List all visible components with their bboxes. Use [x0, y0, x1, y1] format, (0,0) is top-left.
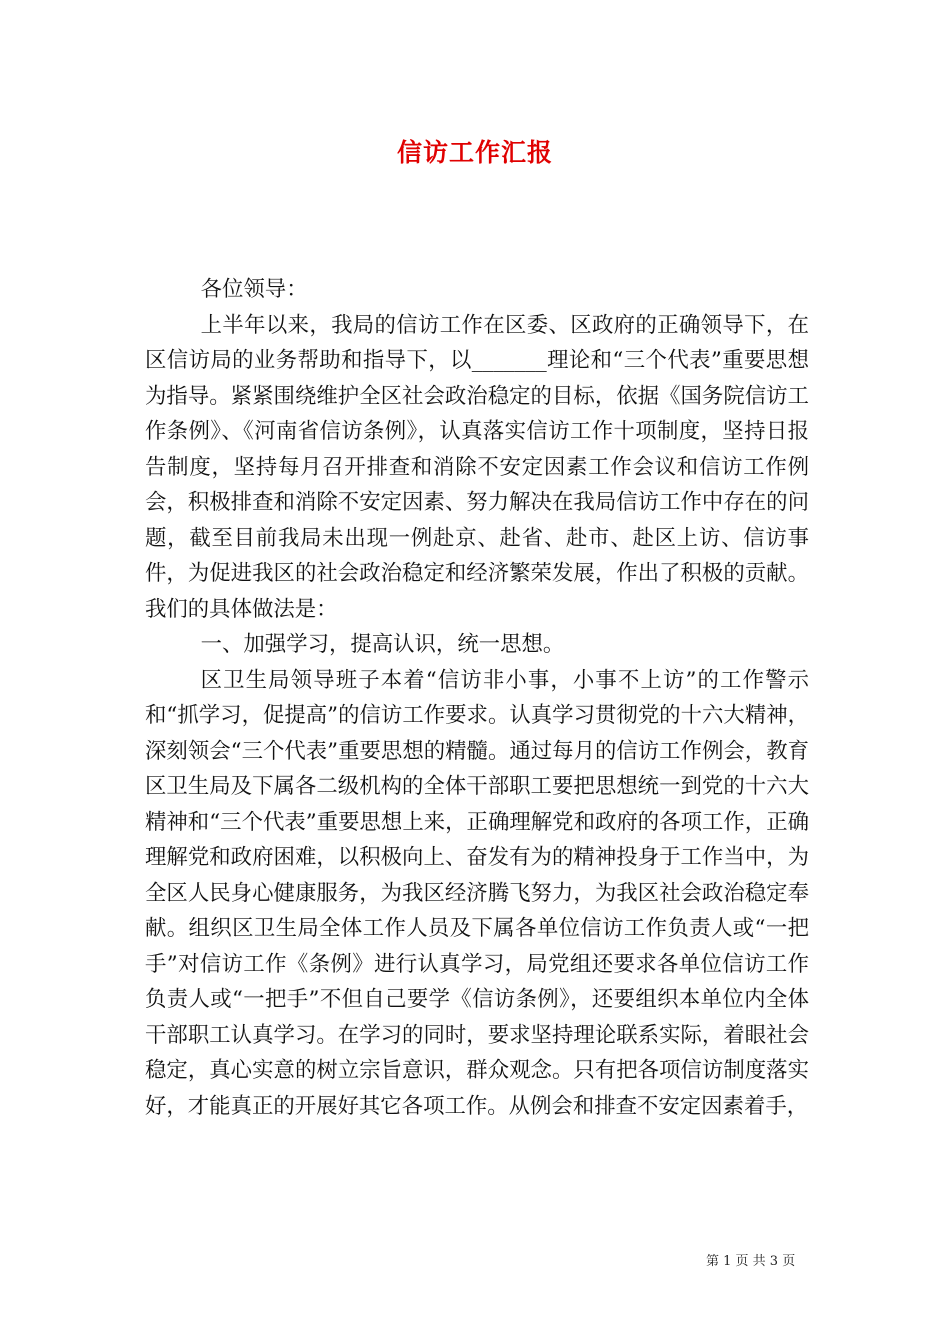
document-title: 信访工作汇报: [396, 138, 553, 167]
document-body: [145, 272, 809, 1124]
page-number: 第 1 页 共 3 页: [706, 1254, 796, 1269]
paragraph-intro: 上半年以来，我局的信访工作在区委、区政府的正确领导下，在区信访局的业务帮助和指导下，以_______理论和“三个代表”重要思想为指导。紧紧围绕维护全区社会政治稳定的目标，依据《国务院信访工作条例》、《河南省信访条例》，认真落实信访工作十项制度，坚持日报告制度，坚持每月召开排查和消除不安定因素工作会议和信访工作例会，积极排查和消除不安定因素、努力解决在我局信访工作中存在的问题，截至目前我局未出现一例赴京、赴省、赴市、赴区上访、信访事件，为促进我区的社会政治稳定和经济繁荣发展，作出了积极的贡献。我们的具体做法是：: [145, 312, 809, 622]
paragraph-section-1: 区卫生局领导班子本着“信访非小事，小事不上访”的工作警示和“抓学习，促提高”的信访工作要求。认真学习贯彻党的十六大精神，深刻领会“三个代表”重要思想的精髓。通过每月的信访工作例会，教育区卫生局及下属各二级机构的全体干部职工要把思想统一到党的十六大精神和“三个代表”重要思想上来，正确理解党和政府的各项工作，正确理解党和政府困难，以积极向上、奋发有为的精神投身于工作当中，为全区人民身心健康服务，为我区经济腾飞努力，为我区社会政治稳定奉献。组织区卫生局全体工作人员及下属各单位信访工作负责人或“一把手”对信访工作《条例》进行认真学习，局党组还要求各单位信访工作负责人或“一把手”不但自己要学《信访条例》，还要组织本单位内全体干部职工认真学习。在学习的同时，要求坚持理论联系实际，着眼社会稳定，真心实意的树立宗旨意识，群众观念。只有把各项信访制度落实好，才能真正的开展好其它各项工作。从例会和排查不安定因素着手，: [145, 667, 809, 1119]
section-heading-1: 一、加强学习，提高认识，统一思想。: [200, 632, 565, 657]
salutation: 各位领导：: [200, 277, 308, 302]
